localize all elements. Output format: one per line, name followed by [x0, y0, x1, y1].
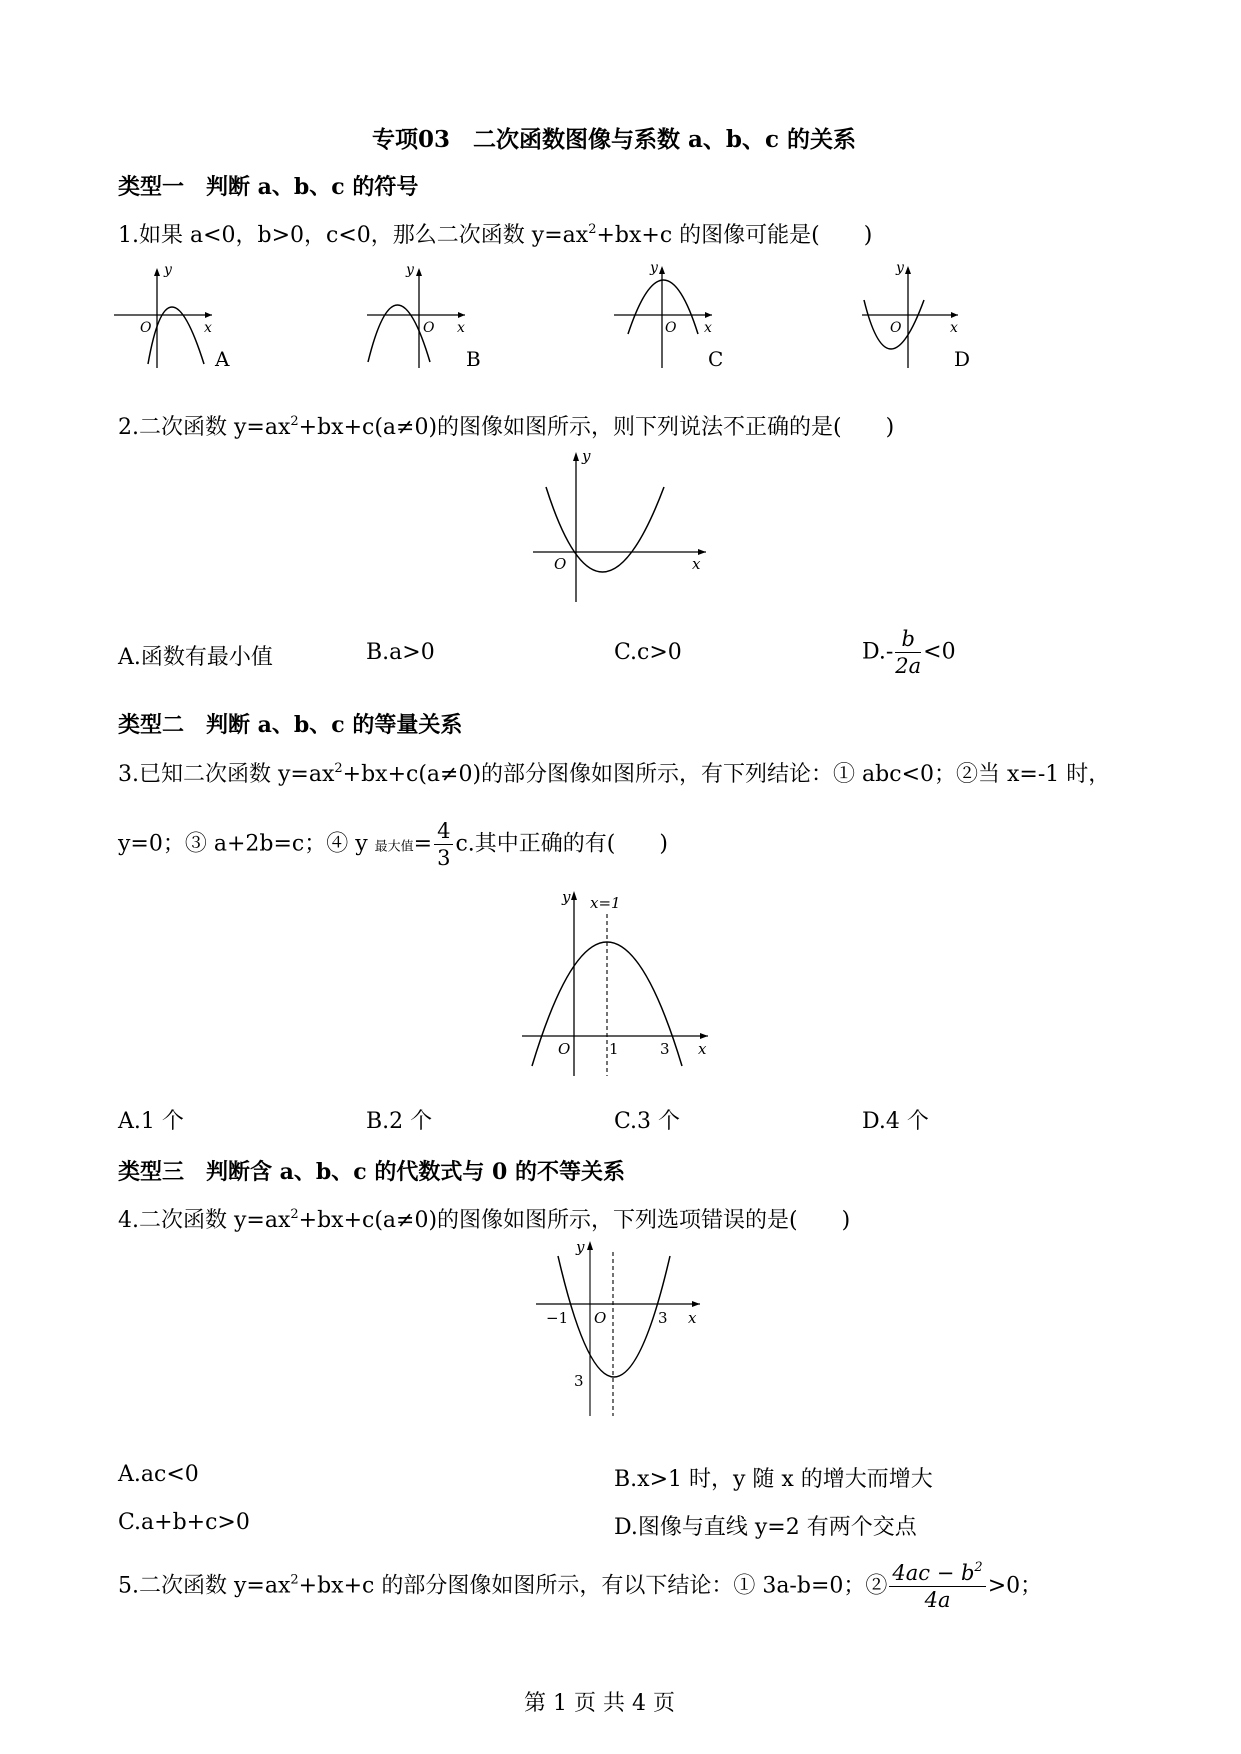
- question-3-stem-line1: 3.已知二次函数 $y=ax^2+bx+c(a\ne 0)$的部分图像如图所示，有下列结论：① abc<0；②当 x=-1 时，: [118, 761, 1111, 787]
- q1-graph-a: [112, 258, 242, 370]
- svg-text:y: y: [576, 1238, 585, 1256]
- q3-option-b: B.2 个: [366, 1109, 433, 1134]
- svg-text:x: x: [692, 555, 701, 573]
- svg-text:x: x: [204, 320, 212, 336]
- svg-text:O: O: [665, 320, 677, 336]
- svg-text:C: C: [708, 347, 724, 370]
- question-2-stem: 2.二次函数 $y=ax^2+bx+c(a\ne 0)$的图像如图所示，则下列说法不正确的是( ): [118, 414, 895, 440]
- svg-text:O: O: [558, 1040, 571, 1058]
- svg-text:y: y: [164, 262, 172, 278]
- section-heading-1: 类型一 判断 a、b、c 的符号: [118, 174, 419, 200]
- svg-text:x=1: x=1: [590, 894, 621, 912]
- page-footer: 第 1 页 共 4 页: [524, 1691, 675, 1716]
- svg-text:x: x: [457, 320, 465, 336]
- question-5-stem: 5.二次函数 $y=ax^2+bx+c$ 的部分图像如图所示，有以下结论：① 3a-b=0；② $\frac{4ac - b^2}{4a}$ >0；: [118, 1560, 1043, 1612]
- q4-option-a: A.ac<0: [118, 1462, 199, 1487]
- q4-option-d: D.图像与直线 y=2 有两个交点: [614, 1515, 917, 1540]
- q2-option-b: B.a>0: [366, 640, 435, 665]
- svg-text:D: D: [954, 347, 971, 370]
- svg-text:y: y: [406, 262, 414, 278]
- question-1-stem: 1.如果 a<0，b>0，c<0，那么二次函数 $y=ax^2+bx+c$ 的图像可能是( ): [118, 222, 873, 248]
- q2-option-c: C.c>0: [614, 640, 682, 665]
- svg-text:x: x: [698, 1040, 707, 1058]
- svg-text:O: O: [423, 320, 435, 336]
- svg-text:y: y: [650, 260, 658, 276]
- q2-option-a: A.函数有最小值: [118, 645, 273, 670]
- svg-text:y: y: [582, 447, 591, 465]
- q2-graph: [530, 447, 710, 607]
- q1-graph-c: [610, 258, 740, 370]
- question-4-stem: 4.二次函数 $y=ax^2+bx+c(a\ne 0)$的图像如图所示，下列选项错误的是( ): [118, 1207, 851, 1233]
- svg-text:3: 3: [658, 1309, 668, 1327]
- svg-text:x: x: [688, 1309, 697, 1327]
- svg-text:−1: −1: [546, 1309, 569, 1327]
- section-heading-3: 类型三 判断含 a、b、c 的代数式与 0 的不等关系: [118, 1159, 625, 1185]
- q4-option-b: B.x>1 时，y 随 x 的增大而增大: [614, 1467, 933, 1492]
- svg-text:3: 3: [574, 1372, 584, 1390]
- svg-text:3: 3: [660, 1040, 670, 1058]
- svg-text:x: x: [704, 320, 712, 336]
- q3-option-c: C.3 个: [614, 1109, 681, 1134]
- svg-text:O: O: [890, 320, 902, 336]
- svg-text:x: x: [950, 320, 958, 336]
- svg-text:A: A: [215, 347, 230, 370]
- q4-option-c: C.a+b+c>0: [118, 1510, 250, 1535]
- svg-text:O: O: [140, 320, 152, 336]
- section-heading-2: 类型二 判断 a、b、c 的等量关系: [118, 712, 463, 738]
- q2-option-d: D.- $\frac{b}{2a}$ <0: [862, 627, 956, 678]
- page-title: 专项03 二次函数图像与系数 a、b、c 的关系: [372, 126, 857, 153]
- question-3-stem-line2: y=0；③ a+2b=c；④ y 最大值= $\frac{4}{3}$ c.其中正确的有( ): [118, 819, 668, 870]
- svg-text:O: O: [554, 555, 567, 573]
- q1-graph-b: [362, 258, 492, 370]
- q1-graph-d: [858, 258, 988, 370]
- svg-text:O: O: [594, 1309, 607, 1327]
- svg-text:y: y: [562, 888, 571, 906]
- q3-option-a: A.1 个: [118, 1109, 184, 1134]
- svg-text:y: y: [896, 260, 904, 276]
- svg-text:B: B: [466, 347, 481, 370]
- q3-option-d: D.4 个: [862, 1109, 929, 1134]
- q4-graph: [530, 1238, 710, 1418]
- q3-graph: [518, 888, 718, 1078]
- svg-text:1: 1: [609, 1040, 619, 1058]
